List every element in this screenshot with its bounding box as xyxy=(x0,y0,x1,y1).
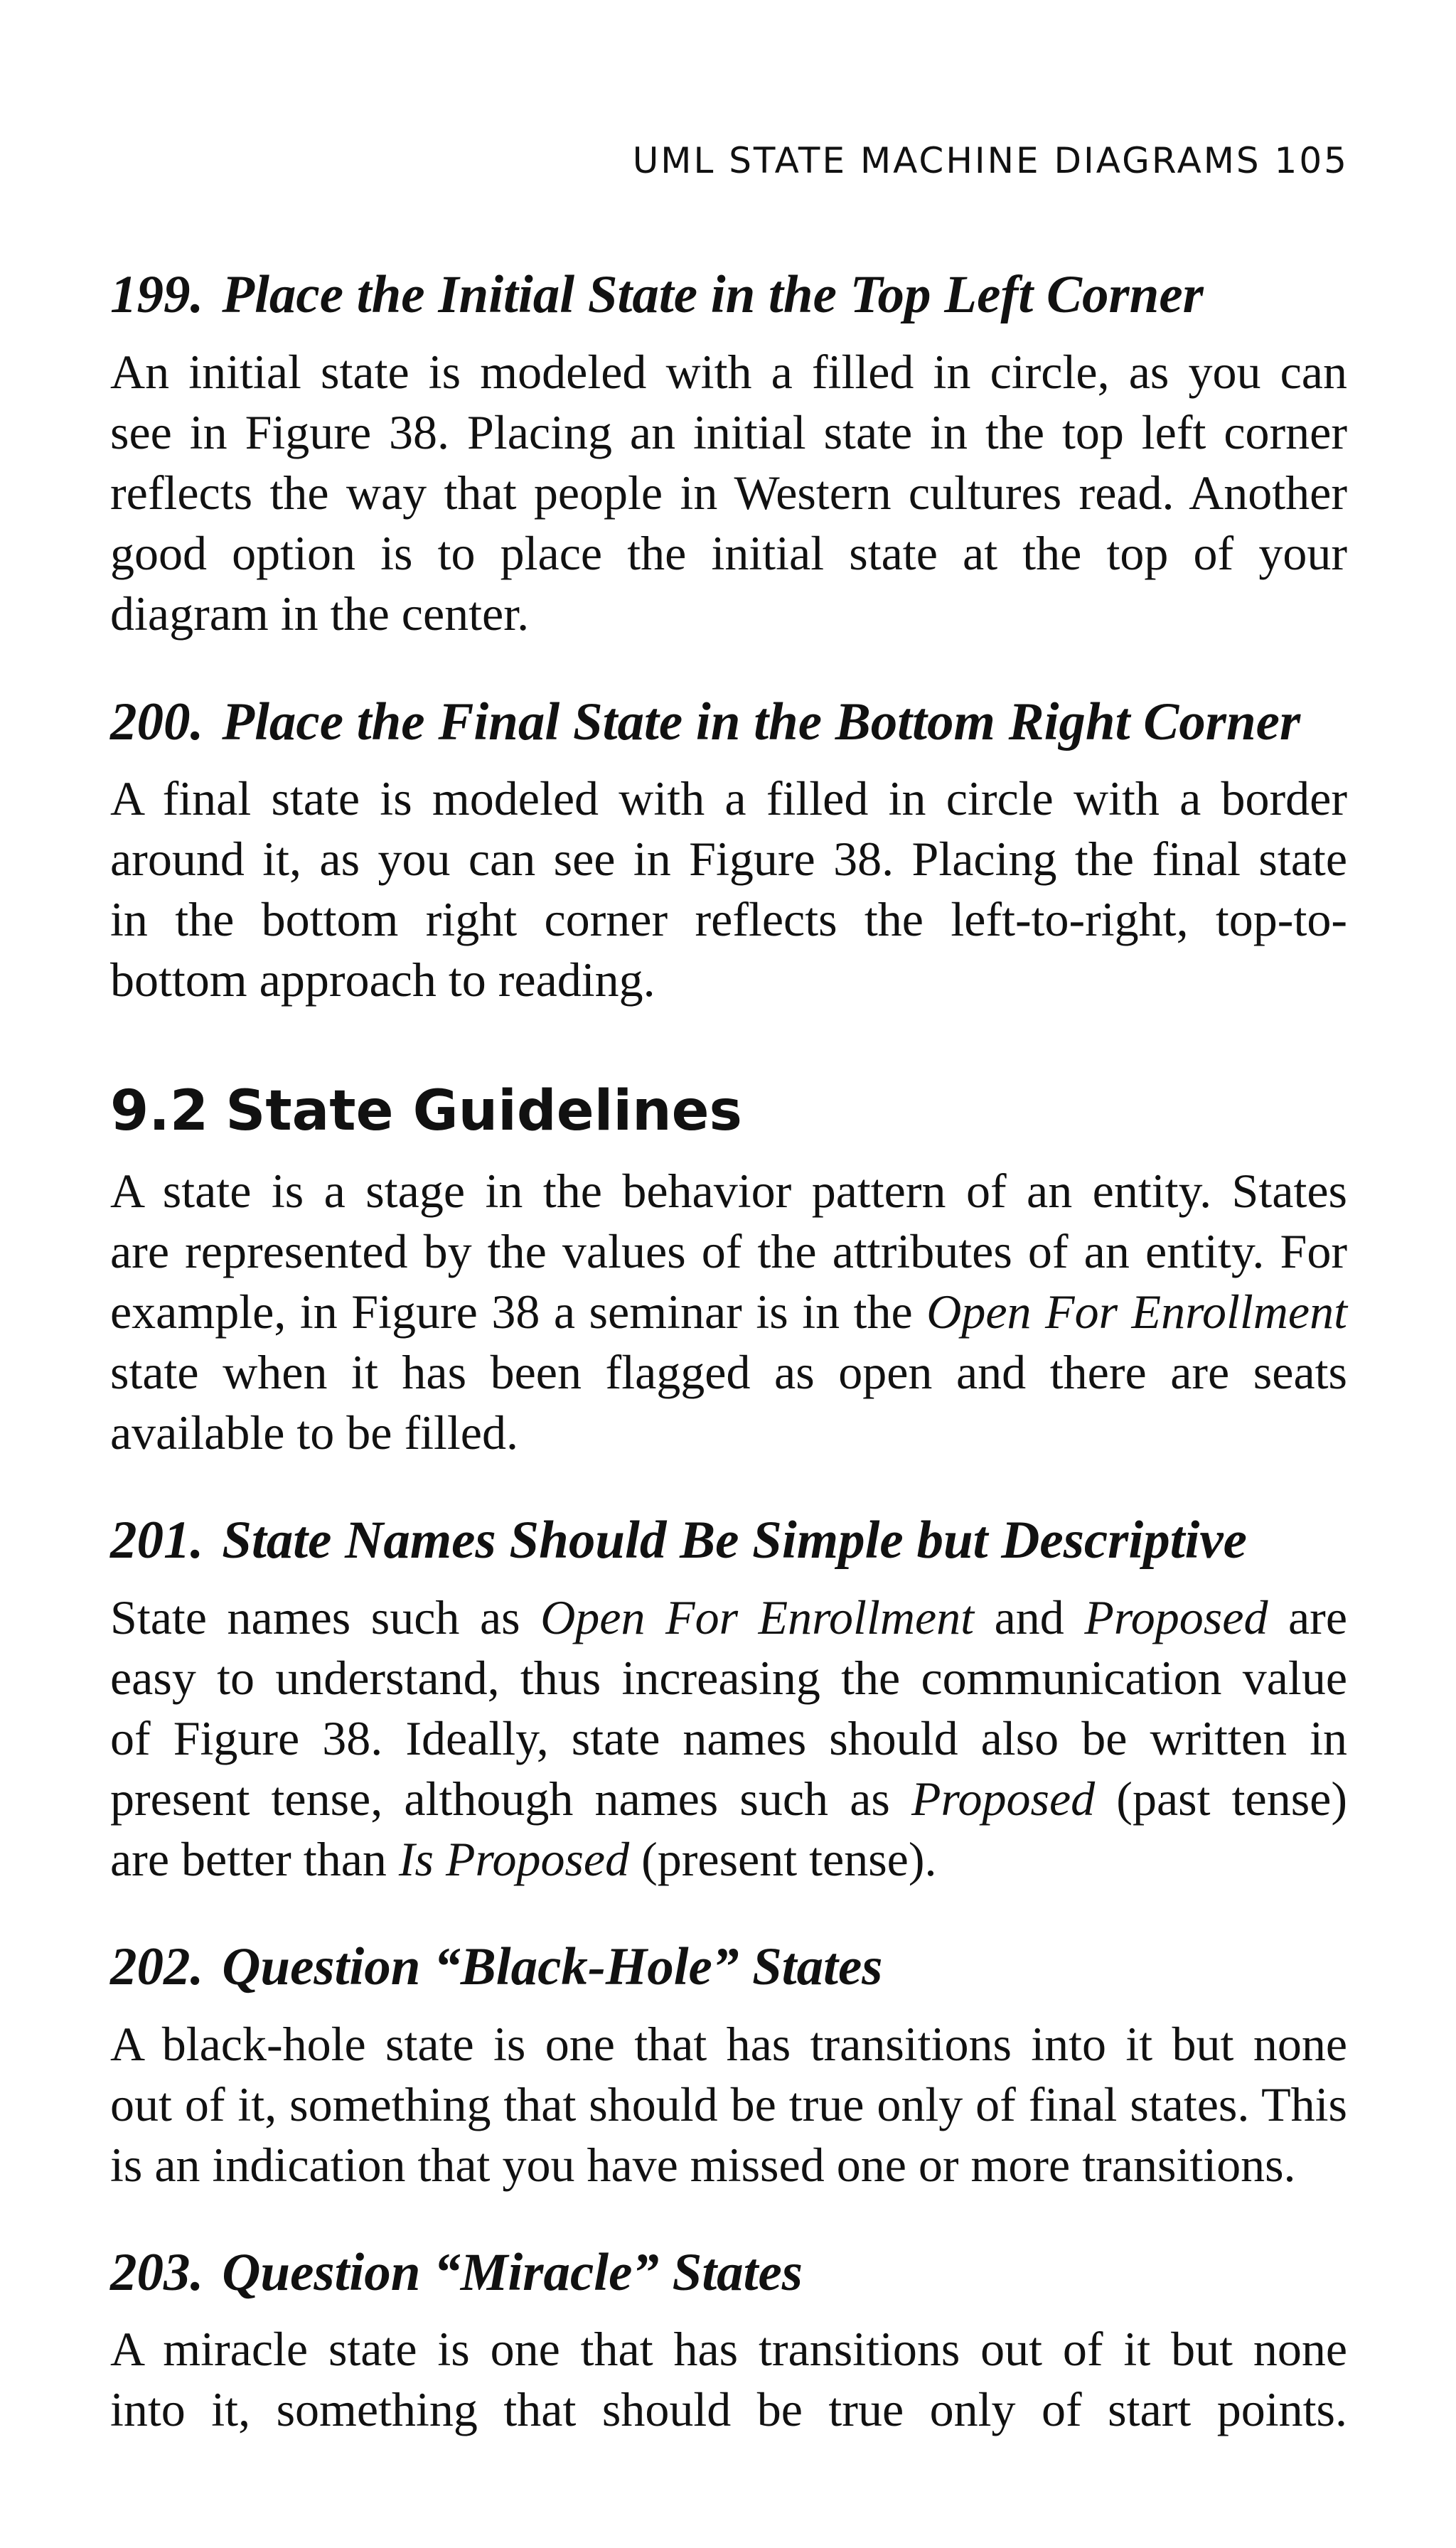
text-line: available to be filled. xyxy=(110,1406,518,1460)
state-name-emphasis: Open For Enrollment xyxy=(540,1590,975,1644)
guideline-202-body xyxy=(110,2014,1347,2195)
guideline-number: 199. xyxy=(110,265,204,324)
text-line: A miracle state is one that has transitions out of it but none xyxy=(110,2322,1347,2376)
text-segment: and xyxy=(974,1590,1085,1644)
text-segment: State names such as xyxy=(110,1590,541,1644)
text-segment: example, in Figure 38 a seminar is in the xyxy=(110,1285,927,1339)
text-line: is an indication that you have missed one or more transitions. xyxy=(110,2138,1296,2192)
section-title: State Guidelines xyxy=(225,1079,742,1143)
text-segment: (past tense) xyxy=(1095,1772,1348,1826)
text-line: into it, something that should be true only of start points. xyxy=(110,2382,1347,2436)
running-head: UML STATE MACHINE DIAGRAMS 105 xyxy=(632,140,1349,181)
text-line xyxy=(110,1282,1347,1342)
text-line xyxy=(110,1769,1347,1829)
text-line: A state is a stage in the behavior pattern of an entity. States xyxy=(110,1164,1347,1218)
guideline-200-body xyxy=(110,769,1347,1010)
text-line: are represented by the values of the attributes of an entity. For xyxy=(110,1224,1347,1278)
text-line xyxy=(110,1829,1347,1890)
guideline-203-heading xyxy=(110,2241,803,2305)
section-intro xyxy=(110,1161,1347,1463)
text-line: in the bottom right corner reflects the left-to-right, top-to- xyxy=(110,892,1347,946)
state-name-emphasis: Open For Enrollment xyxy=(926,1285,1347,1339)
guideline-number: 201. xyxy=(110,1511,204,1570)
guideline-number: 200. xyxy=(110,692,204,751)
text-line: diagram in the center. xyxy=(110,587,530,641)
guideline-200-heading xyxy=(110,690,1300,754)
text-line: An initial state is modeled with a filled in circle, as you can xyxy=(110,345,1347,399)
text-line: around it, as you can see in Figure 38. Placing the final state xyxy=(110,832,1347,886)
text-line: reflects the way that people in Western cultures read. Another xyxy=(110,466,1347,520)
text-line: A black-hole state is one that has transitions into it but none xyxy=(110,2017,1347,2071)
guideline-201-body xyxy=(110,1588,1347,1890)
text-segment: are xyxy=(1268,1590,1348,1644)
guideline-number: 203. xyxy=(110,2243,204,2302)
guideline-203-body xyxy=(110,2319,1347,2440)
section-heading xyxy=(110,1079,742,1143)
state-name-emphasis: Proposed xyxy=(911,1772,1096,1826)
text-line: see in Figure 38. Placing an initial state in the top left corner xyxy=(110,405,1347,459)
section-number: 9.2 xyxy=(110,1079,209,1143)
guideline-title: Question “Miracle” States xyxy=(222,2243,803,2302)
text-segment: present tense, although names such as xyxy=(110,1772,912,1826)
text-line: of Figure 38. Ideally, state names should also be written in xyxy=(110,1711,1347,1765)
state-name-emphasis: Is Proposed xyxy=(398,1832,630,1886)
guideline-title: Place the Final State in the Bottom Right Corner xyxy=(222,692,1301,751)
guideline-199-body xyxy=(110,342,1347,644)
text-line: good option is to place the initial state at the top of your xyxy=(110,526,1347,580)
text-line: out of it, something that should be true only of final states. This xyxy=(110,2077,1347,2131)
guideline-title: Place the Initial State in the Top Left Corner xyxy=(222,265,1204,324)
text-segment: (present tense). xyxy=(629,1832,937,1886)
guideline-title: Question “Black-Hole” States xyxy=(222,1937,883,1996)
guideline-199-heading xyxy=(110,263,1204,327)
text-segment: are better than xyxy=(110,1832,399,1886)
text-line: state when it has been flagged as open and there are seats xyxy=(110,1345,1347,1399)
text-line: bottom approach to reading. xyxy=(110,953,655,1007)
guideline-201-heading xyxy=(110,1509,1247,1573)
guideline-number: 202. xyxy=(110,1937,204,1996)
text-line: easy to understand, thus increasing the communication value xyxy=(110,1651,1347,1705)
state-name-emphasis: Proposed xyxy=(1084,1590,1268,1644)
guideline-202-heading xyxy=(110,1935,882,1999)
guideline-title: State Names Should Be Simple but Descriptive xyxy=(222,1511,1247,1570)
text-line xyxy=(110,1588,1347,1648)
text-line: A final state is modeled with a filled in circle with a border xyxy=(110,771,1347,825)
